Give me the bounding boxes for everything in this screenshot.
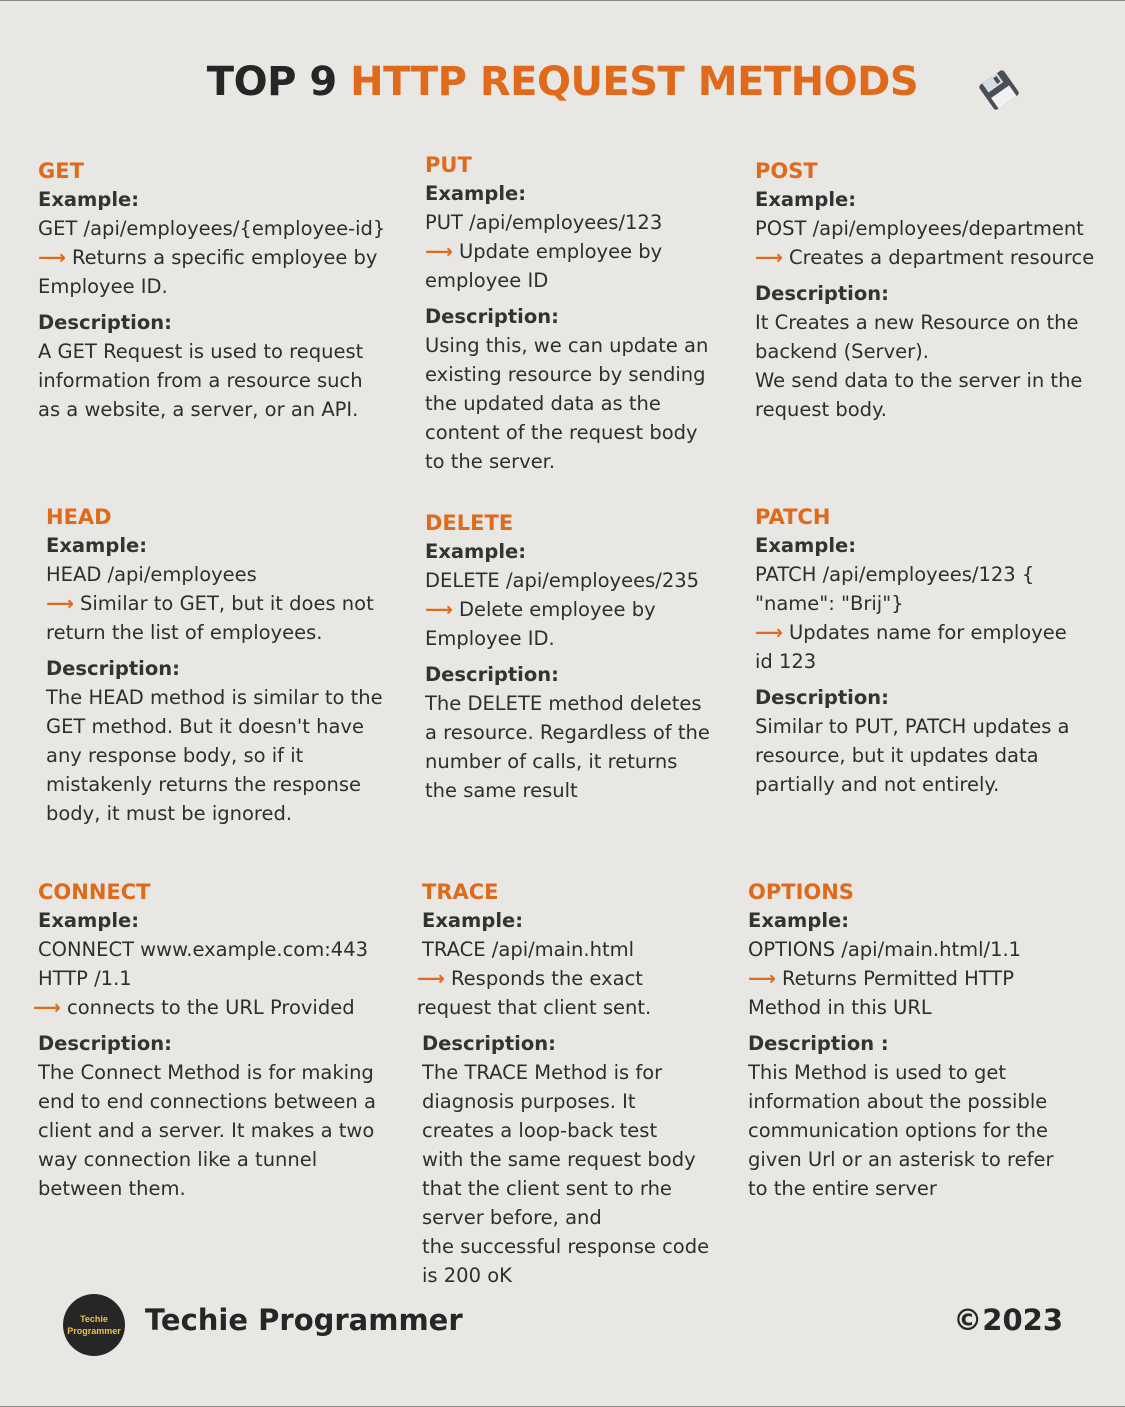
floppy-disk-icon bbox=[976, 67, 1022, 113]
description-text: Similar to PUT, PATCH updates a resource, but it updates data partially and not entirely. bbox=[755, 715, 1070, 796]
method-name: CONNECT bbox=[38, 880, 151, 904]
arrow-right-icon: ⟶ bbox=[425, 598, 450, 621]
description-label: Description : bbox=[748, 1032, 889, 1055]
method-card-put bbox=[425, 151, 740, 476]
description-label: Description: bbox=[38, 311, 172, 334]
copyright: ©2023 bbox=[953, 1303, 1063, 1337]
result-text: Updates name for employee id 123 bbox=[755, 621, 1067, 673]
result-text: connects to the URL Provided bbox=[67, 996, 355, 1019]
method-card-patch bbox=[755, 503, 1115, 799]
page-title bbox=[0, 59, 1125, 105]
example-label: Example: bbox=[425, 182, 527, 205]
method-name: TRACE bbox=[422, 880, 499, 904]
description-text: This Method is used to get information about the possible communication options for the given Url or an asterisk to refer to the entire server bbox=[748, 1061, 1054, 1200]
example-text: PUT /api/employees/123 bbox=[425, 211, 663, 234]
arrow-right-icon: ⟶ bbox=[33, 996, 58, 1019]
result-text: Returns Permitted HTTP Method in this URL bbox=[748, 967, 1014, 1019]
method-card-delete bbox=[425, 509, 740, 805]
example-label: Example: bbox=[38, 188, 140, 211]
brand-logo bbox=[63, 1294, 125, 1356]
method-name: HEAD bbox=[46, 505, 112, 529]
description-label: Description: bbox=[425, 663, 559, 686]
description-text: The Connect Method is for making end to end connections between a client and a server. It makes a two way connection like a tunnel between them. bbox=[38, 1061, 376, 1200]
arrow-right-icon: ⟶ bbox=[417, 967, 442, 990]
method-card-get bbox=[38, 157, 408, 424]
example-text: DELETE /api/employees/235 bbox=[425, 569, 700, 592]
arrow-right-icon: ⟶ bbox=[38, 246, 63, 269]
description-text: The TRACE Method is for diagnosis purposes. It creates a loop-back test with the same request body that the client sent to rhe server before, and the successful response code is 200 oK bbox=[422, 1061, 710, 1287]
title-prefix: TOP 9 bbox=[206, 59, 337, 105]
example-label: Example: bbox=[755, 534, 857, 557]
example-label: Example: bbox=[748, 909, 850, 932]
example-label: Example: bbox=[755, 188, 857, 211]
description-text: The DELETE method deletes a resource. Regardless of the number of calls, it returns the same result bbox=[425, 692, 710, 802]
method-card-post bbox=[755, 157, 1123, 424]
description-text: Using this, we can update an existing resource by sending the updated data as the content of the request body to the server. bbox=[425, 334, 709, 473]
result-text: Similar to GET, but it does not return the list of employees. bbox=[46, 592, 374, 644]
arrow-right-icon: ⟶ bbox=[755, 621, 780, 644]
result-text: Responds the exact request that client sent. bbox=[417, 967, 652, 1019]
result-text: Delete employee by Employee ID. bbox=[425, 598, 656, 650]
method-name: OPTIONS bbox=[748, 880, 854, 904]
description-label: Description: bbox=[755, 686, 889, 709]
example-text: GET /api/employees/{employee-id} bbox=[38, 217, 386, 240]
arrow-right-icon: ⟶ bbox=[425, 240, 450, 263]
description-label: Description: bbox=[46, 657, 180, 680]
example-text: HEAD /api/employees bbox=[46, 563, 257, 586]
title-accent: HTTP REQUEST METHODS bbox=[350, 59, 919, 105]
arrow-right-icon: ⟶ bbox=[46, 592, 71, 615]
example-text: OPTIONS /api/main.html/1.1 bbox=[748, 938, 1022, 961]
method-card-connect bbox=[33, 878, 410, 1203]
method-name: DELETE bbox=[425, 511, 514, 535]
method-name: GET bbox=[38, 159, 84, 183]
arrow-right-icon: ⟶ bbox=[748, 967, 773, 990]
method-card-head bbox=[46, 503, 416, 828]
result-text: Returns a specific employee by Employee ID. bbox=[38, 246, 378, 298]
description-label: Description: bbox=[425, 305, 559, 328]
example-label: Example: bbox=[38, 909, 140, 932]
arrow-right-icon: ⟶ bbox=[755, 246, 780, 269]
brand-name: Techie Programmer bbox=[145, 1303, 463, 1337]
example-text: TRACE /api/main.html bbox=[422, 938, 635, 961]
description-text: A GET Request is used to request information from a resource such as a website, a server, or an API. bbox=[38, 340, 364, 421]
result-text: Creates a department resource bbox=[789, 246, 1095, 269]
method-card-options bbox=[748, 878, 1108, 1203]
example-text: PATCH /api/employees/123 { "name": "Brij"} bbox=[755, 563, 1035, 615]
description-label: Description: bbox=[422, 1032, 556, 1055]
method-name: POST bbox=[755, 159, 818, 183]
example-text: POST /api/employees/department bbox=[755, 217, 1084, 240]
description-text: It Creates a new Resource on the backend (Server). We send data to the server in the request body. bbox=[755, 311, 1083, 421]
logo-line-1: Techie bbox=[80, 1314, 108, 1324]
method-name: PATCH bbox=[755, 505, 831, 529]
method-card-trace bbox=[417, 878, 740, 1290]
example-label: Example: bbox=[46, 534, 148, 557]
example-label: Example: bbox=[425, 540, 527, 563]
description-text: The HEAD method is similar to the GET method. But it doesn't have any response body, so if it mistakenly returns the response body, it must be ignored. bbox=[46, 686, 383, 825]
example-label: Example: bbox=[422, 909, 524, 932]
method-name: PUT bbox=[425, 153, 472, 177]
result-text: Update employee by employee ID bbox=[425, 240, 663, 292]
example-text: CONNECT www.example.com:443 HTTP /1.1 bbox=[38, 938, 369, 990]
description-label: Description: bbox=[755, 282, 889, 305]
description-label: Description: bbox=[38, 1032, 172, 1055]
logo-line-2: Programmer bbox=[67, 1326, 121, 1336]
